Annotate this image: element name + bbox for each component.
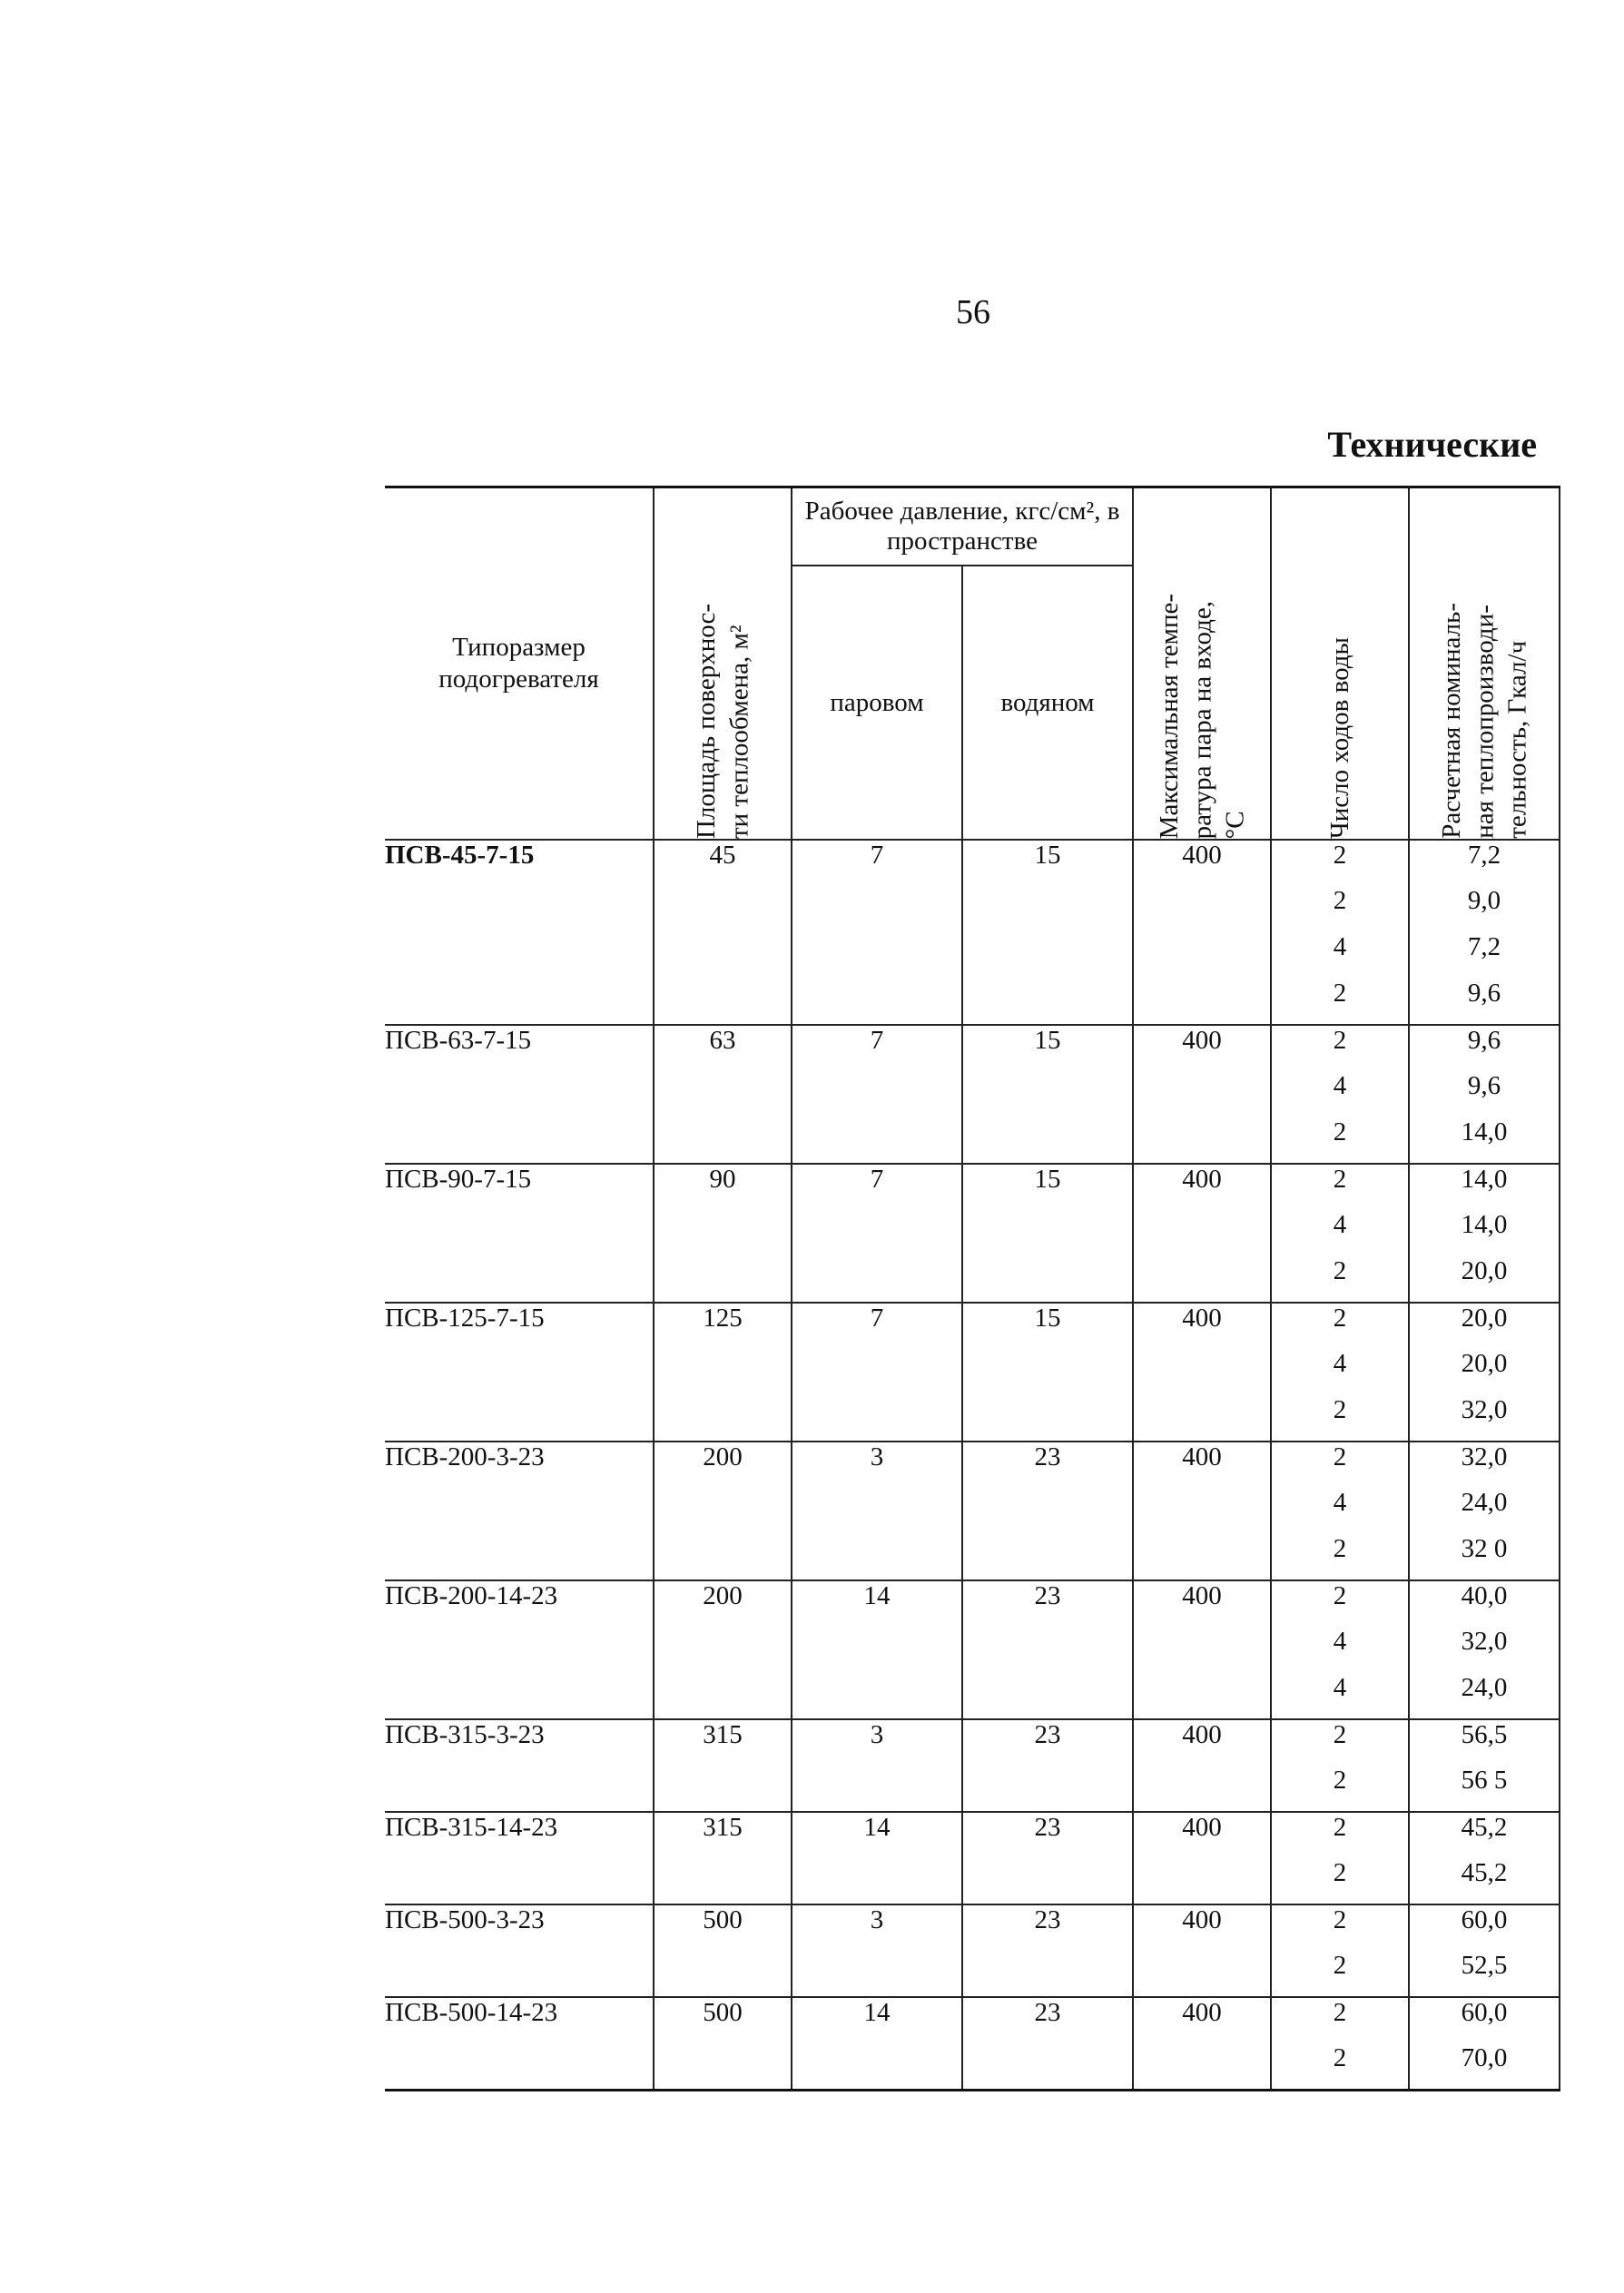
water-pressure-cell: 15 bbox=[962, 1025, 1133, 1164]
water-pressure-cell: 23 bbox=[962, 1580, 1133, 1719]
water-passes-cell: 4 bbox=[1271, 1071, 1409, 1117]
header-working-pressure: Рабочее давление, кгс/см², в пространстве bbox=[792, 487, 1133, 566]
water-passes-cell: 2 bbox=[1271, 1256, 1409, 1303]
header-heater-size: Типоразмер подогревателя bbox=[385, 487, 654, 841]
header-heat-exchange-area-text: Площадь поверхнос- ти теплообмена, м² bbox=[691, 603, 753, 839]
temperature-cell: 400 bbox=[1133, 1303, 1271, 1442]
table-row bbox=[385, 1303, 1560, 1349]
heat-capacity-cell: 20,0 bbox=[1409, 1349, 1560, 1395]
steam-pressure-cell: 7 bbox=[792, 1025, 962, 1164]
table-body bbox=[385, 840, 1560, 2090]
heat-capacity-cell: 70,0 bbox=[1409, 2043, 1560, 2090]
steam-pressure-cell: 14 bbox=[792, 1997, 962, 2090]
water-passes-cell: 2 bbox=[1271, 2043, 1409, 2090]
area-cell: 315 bbox=[654, 1719, 792, 1812]
area-cell: 90 bbox=[654, 1164, 792, 1303]
heat-capacity-cell: 56 5 bbox=[1409, 1766, 1560, 1812]
steam-pressure-cell: 7 bbox=[792, 840, 962, 1025]
heat-capacity-cell: 14,0 bbox=[1409, 1210, 1560, 1256]
header-water-space: водяном bbox=[962, 566, 1133, 840]
temperature-cell: 400 bbox=[1133, 1997, 1271, 2090]
table-row bbox=[385, 1164, 1560, 1210]
steam-pressure-cell: 3 bbox=[792, 1719, 962, 1812]
header-heat-capacity-text: Расчетная номиналь- ная теплопроизводи- тельность, Гкал/ч bbox=[1436, 603, 1532, 839]
heater-size-cell: ПСВ-125-7-15 bbox=[385, 1303, 654, 1442]
water-passes-cell: 2 bbox=[1271, 1997, 1409, 2043]
heat-capacity-cell: 32,0 bbox=[1409, 1627, 1560, 1673]
heater-size-cell: ПСВ-63-7-15 bbox=[385, 1025, 654, 1164]
header-max-steam-temperature-text: Максимальная темпе- ратура пара на входе, °С bbox=[1154, 593, 1250, 839]
area-cell: 63 bbox=[654, 1025, 792, 1164]
heat-capacity-cell: 40,0 bbox=[1409, 1580, 1560, 1627]
heater-size-cell: ПСВ-45-7-15 bbox=[385, 840, 654, 1025]
water-pressure-cell: 15 bbox=[962, 1303, 1133, 1442]
heat-capacity-cell: 20,0 bbox=[1409, 1303, 1560, 1349]
area-cell: 125 bbox=[654, 1303, 792, 1442]
specifications-table bbox=[385, 486, 1560, 2091]
header-heat-capacity bbox=[1409, 487, 1560, 841]
temperature-cell: 400 bbox=[1133, 1164, 1271, 1303]
header-water-passes bbox=[1271, 487, 1409, 841]
temperature-cell: 400 bbox=[1133, 1812, 1271, 1904]
steam-pressure-cell: 14 bbox=[792, 1580, 962, 1719]
header-water-passes-text: Число ходов воды bbox=[1324, 636, 1354, 839]
table-row bbox=[385, 840, 1560, 886]
heat-capacity-cell: 56,5 bbox=[1409, 1719, 1560, 1766]
table-row bbox=[385, 1812, 1560, 1858]
water-passes-cell: 4 bbox=[1271, 1673, 1409, 1719]
water-passes-cell: 2 bbox=[1271, 1534, 1409, 1580]
heater-size-cell: ПСВ-500-14-23 bbox=[385, 1997, 654, 2090]
water-passes-cell: 2 bbox=[1271, 1025, 1409, 1071]
table-row bbox=[385, 1442, 1560, 1488]
water-passes-cell: 2 bbox=[1271, 1117, 1409, 1164]
heat-capacity-cell: 45,2 bbox=[1409, 1858, 1560, 1904]
temperature-cell: 400 bbox=[1133, 1580, 1271, 1719]
temperature-cell: 400 bbox=[1133, 1025, 1271, 1164]
water-passes-cell: 4 bbox=[1271, 1349, 1409, 1395]
steam-pressure-cell: 3 bbox=[792, 1442, 962, 1580]
heat-capacity-cell: 60,0 bbox=[1409, 1904, 1560, 1951]
area-cell: 500 bbox=[654, 1997, 792, 2090]
heater-size-cell: ПСВ-200-3-23 bbox=[385, 1442, 654, 1580]
water-passes-cell: 2 bbox=[1271, 1766, 1409, 1812]
water-passes-cell: 4 bbox=[1271, 1210, 1409, 1256]
water-passes-cell: 2 bbox=[1271, 1442, 1409, 1488]
steam-pressure-cell: 7 bbox=[792, 1164, 962, 1303]
water-passes-cell: 2 bbox=[1271, 1858, 1409, 1904]
water-pressure-cell: 23 bbox=[962, 1904, 1133, 1997]
water-passes-cell: 4 bbox=[1271, 1488, 1409, 1534]
area-cell: 500 bbox=[654, 1904, 792, 1997]
heat-capacity-cell: 9,6 bbox=[1409, 1025, 1560, 1071]
page-number: 56 bbox=[956, 293, 990, 331]
water-pressure-cell: 23 bbox=[962, 1997, 1133, 2090]
area-cell: 315 bbox=[654, 1812, 792, 1904]
heat-capacity-cell: 14,0 bbox=[1409, 1164, 1560, 1210]
header-max-steam-temperature bbox=[1133, 487, 1271, 841]
heater-size-cell: ПСВ-200-14-23 bbox=[385, 1580, 654, 1719]
table-row bbox=[385, 1719, 1560, 1766]
heat-capacity-cell: 20,0 bbox=[1409, 1256, 1560, 1303]
water-passes-cell: 2 bbox=[1271, 1951, 1409, 1997]
water-pressure-cell: 23 bbox=[962, 1812, 1133, 1904]
water-passes-cell: 2 bbox=[1271, 886, 1409, 932]
heater-size-cell: ПСВ-90-7-15 bbox=[385, 1164, 654, 1303]
table-row bbox=[385, 1904, 1560, 1951]
heat-capacity-cell: 9,6 bbox=[1409, 979, 1560, 1025]
temperature-cell: 400 bbox=[1133, 840, 1271, 1025]
heat-capacity-cell: 7,2 bbox=[1409, 932, 1560, 979]
heat-capacity-cell: 60,0 bbox=[1409, 1997, 1560, 2043]
temperature-cell: 400 bbox=[1133, 1904, 1271, 1997]
table-title: Технические bbox=[1327, 424, 1537, 465]
header-heat-exchange-area bbox=[654, 487, 792, 841]
water-pressure-cell: 15 bbox=[962, 1164, 1133, 1303]
water-passes-cell: 4 bbox=[1271, 1627, 1409, 1673]
steam-pressure-cell: 14 bbox=[792, 1812, 962, 1904]
water-passes-cell: 2 bbox=[1271, 1904, 1409, 1951]
steam-pressure-cell: 7 bbox=[792, 1303, 962, 1442]
heat-capacity-cell: 45,2 bbox=[1409, 1812, 1560, 1858]
temperature-cell: 400 bbox=[1133, 1719, 1271, 1812]
water-passes-cell: 2 bbox=[1271, 1812, 1409, 1858]
heat-capacity-cell: 14,0 bbox=[1409, 1117, 1560, 1164]
heat-capacity-cell: 32 0 bbox=[1409, 1534, 1560, 1580]
water-passes-cell: 2 bbox=[1271, 840, 1409, 886]
water-pressure-cell: 15 bbox=[962, 840, 1133, 1025]
water-passes-cell: 2 bbox=[1271, 1164, 1409, 1210]
water-pressure-cell: 23 bbox=[962, 1442, 1133, 1580]
heat-capacity-cell: 9,6 bbox=[1409, 1071, 1560, 1117]
heat-capacity-cell: 24,0 bbox=[1409, 1673, 1560, 1719]
heater-size-cell: ПСВ-315-3-23 bbox=[385, 1719, 654, 1812]
heat-capacity-cell: 9,0 bbox=[1409, 886, 1560, 932]
water-passes-cell: 2 bbox=[1271, 979, 1409, 1025]
area-cell: 45 bbox=[654, 840, 792, 1025]
water-passes-cell: 2 bbox=[1271, 1303, 1409, 1349]
water-pressure-cell: 23 bbox=[962, 1719, 1133, 1812]
temperature-cell: 400 bbox=[1133, 1442, 1271, 1580]
heater-size-cell: ПСВ-500-3-23 bbox=[385, 1904, 654, 1997]
heater-size-cell: ПСВ-315-14-23 bbox=[385, 1812, 654, 1904]
table-row bbox=[385, 1997, 1560, 2043]
heat-capacity-cell: 32,0 bbox=[1409, 1395, 1560, 1442]
area-cell: 200 bbox=[654, 1580, 792, 1719]
heat-capacity-cell: 24,0 bbox=[1409, 1488, 1560, 1534]
header-steam-space: паровом bbox=[792, 566, 962, 840]
water-passes-cell: 2 bbox=[1271, 1719, 1409, 1766]
table-row bbox=[385, 1025, 1560, 1071]
water-passes-cell: 2 bbox=[1271, 1580, 1409, 1627]
heat-capacity-cell: 7,2 bbox=[1409, 840, 1560, 886]
water-passes-cell: 4 bbox=[1271, 932, 1409, 979]
steam-pressure-cell: 3 bbox=[792, 1904, 962, 1997]
table-row bbox=[385, 1580, 1560, 1627]
heat-capacity-cell: 52,5 bbox=[1409, 1951, 1560, 1997]
heat-capacity-cell: 32,0 bbox=[1409, 1442, 1560, 1488]
area-cell: 200 bbox=[654, 1442, 792, 1580]
water-passes-cell: 2 bbox=[1271, 1395, 1409, 1442]
